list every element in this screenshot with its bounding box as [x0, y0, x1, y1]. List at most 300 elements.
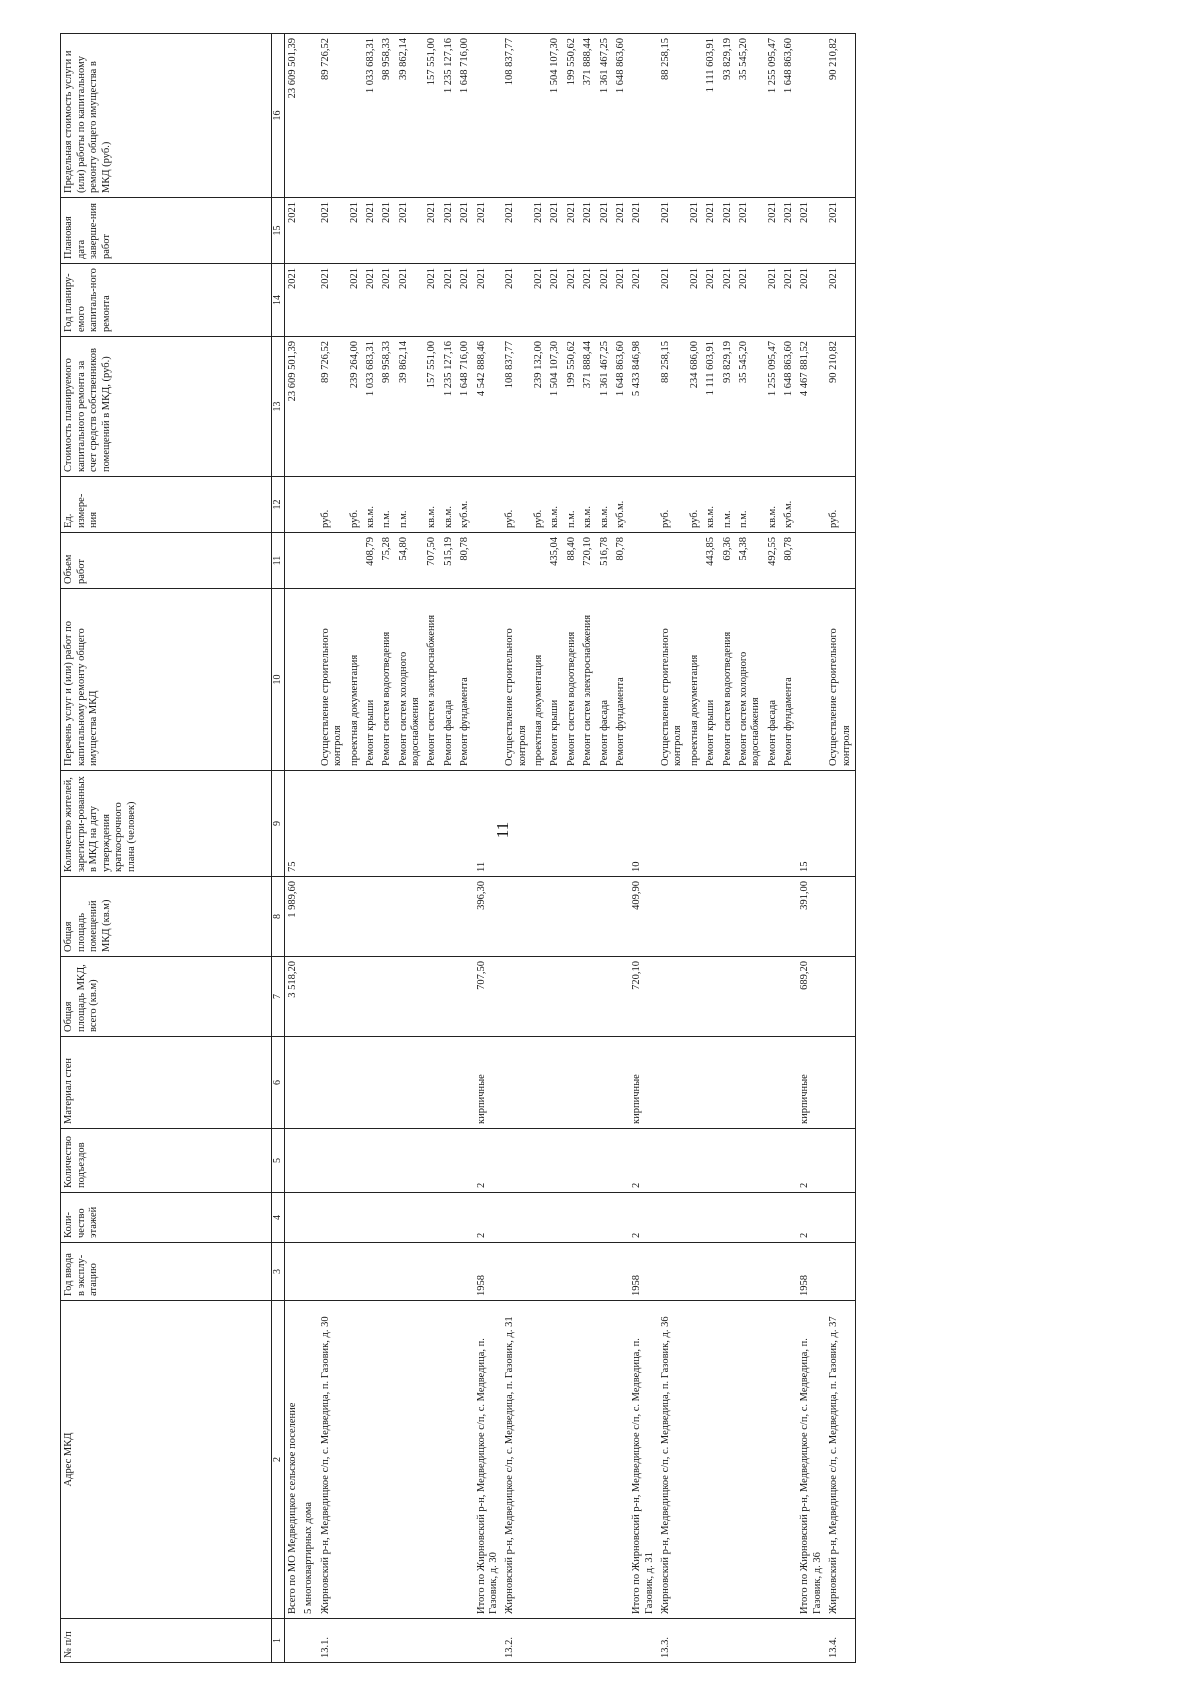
table-cell: [826, 1037, 855, 1129]
table-cell: 1 648 863,60: [613, 337, 629, 477]
table-cell: 199 550,62: [564, 34, 580, 198]
table-cell: [687, 877, 703, 957]
header-c10: Перечень услуг и (или) работ по капитальному ремонту общего имущества МКД: [61, 589, 272, 771]
table-cell: [457, 957, 473, 1037]
table-row: [613, 34, 629, 1663]
table-cell: [781, 1193, 797, 1243]
table-cell: [597, 1619, 613, 1663]
table-cell: [564, 1301, 580, 1619]
table-cell: [658, 957, 687, 1037]
table-row: [424, 34, 440, 1663]
table-cell: 98 958,33: [379, 34, 395, 198]
table-cell: [703, 771, 719, 877]
table-cell: руб.: [347, 477, 363, 533]
table-cell: [564, 771, 580, 877]
table-cell: [363, 1619, 379, 1663]
header-c6: Материал стен: [61, 1037, 272, 1129]
table-cell: [363, 1193, 379, 1243]
table-cell: [301, 337, 317, 477]
table-cell: [597, 957, 613, 1037]
table-cell: Ремонт систем электроснабжения: [580, 589, 596, 771]
table-cell: [826, 1193, 855, 1243]
table-cell: [720, 877, 736, 957]
table-cell: [363, 1301, 379, 1619]
table-cell: [318, 1037, 347, 1129]
table-cell: [658, 771, 687, 877]
column-number: 13: [272, 337, 285, 477]
table-cell: [285, 533, 302, 589]
table-cell: [301, 264, 317, 337]
table-cell: [720, 1037, 736, 1129]
table-cell: [318, 1243, 347, 1301]
header-c8: Общая площадь помещений МКД (кв.м): [61, 877, 272, 957]
table-cell: [441, 771, 457, 877]
table-cell: [379, 877, 395, 957]
table-cell: куб.м.: [781, 477, 797, 533]
table-cell: 2021: [797, 198, 826, 264]
table-cell: [441, 877, 457, 957]
table-cell: Ремонт крыши: [547, 589, 563, 771]
table-cell: кв.м.: [424, 477, 440, 533]
table-cell: [531, 1037, 547, 1129]
table-cell: 2021: [285, 198, 302, 264]
table-cell: [502, 1037, 531, 1129]
table-cell: [597, 1129, 613, 1193]
header-c2: Адрес МКД: [61, 1301, 272, 1619]
table-cell: [396, 957, 425, 1037]
table-cell: [502, 1129, 531, 1193]
table-cell: 2021: [597, 264, 613, 337]
table-cell: 80,78: [781, 533, 797, 589]
table-cell: 408,79: [363, 533, 379, 589]
table-row: [720, 34, 736, 1663]
table-cell: 2021: [687, 198, 703, 264]
table-cell: 2021: [347, 264, 363, 337]
table-cell: [441, 1301, 457, 1619]
table-cell: [826, 771, 855, 877]
table-cell: [613, 877, 629, 957]
table-cell: 2021: [547, 198, 563, 264]
table-cell: [474, 589, 503, 771]
table-cell: 2021: [658, 198, 687, 264]
table-cell: [502, 771, 531, 877]
table-cell: 2: [797, 1193, 826, 1243]
table-cell: Ремонт крыши: [703, 589, 719, 771]
table-cell: 2021: [531, 198, 547, 264]
table-cell: 13.3.: [658, 1619, 687, 1663]
table-cell: Ремонт систем водоотведения: [720, 589, 736, 771]
table-cell: [285, 1193, 302, 1243]
table-cell: [580, 1129, 596, 1193]
table-cell: 35 545,20: [736, 337, 765, 477]
table-cell: [687, 957, 703, 1037]
table-cell: [580, 1619, 596, 1663]
table-cell: [613, 1129, 629, 1193]
table-cell: 1958: [474, 1243, 503, 1301]
table-cell: 39 862,14: [396, 34, 425, 198]
table-cell: [474, 34, 503, 198]
table-cell: 2021: [318, 198, 347, 264]
table-cell: [347, 1243, 363, 1301]
table-cell: 707,50: [474, 957, 503, 1037]
table-cell: кв.м.: [363, 477, 379, 533]
table-cell: [318, 533, 347, 589]
table-cell: Жирновский р-н, Медведицкое с/п, с. Медведица, п. Газовик, д. 37: [826, 1301, 855, 1619]
table-cell: [301, 589, 317, 771]
table-cell: 1 648 863,60: [781, 34, 797, 198]
table-cell: [379, 1193, 395, 1243]
table-cell: [441, 1037, 457, 1129]
table-cell: [301, 771, 317, 877]
table-cell: Ремонт фасада: [597, 589, 613, 771]
column-number-row: [272, 34, 285, 1663]
table-cell: Ремонт систем водоотведения: [379, 589, 395, 771]
table-row: [781, 34, 797, 1663]
table-cell: 371 888,44: [580, 34, 596, 198]
table-cell: [765, 771, 781, 877]
table-cell: Ремонт систем холодного водоснабжения: [396, 589, 425, 771]
table-cell: 13.4.: [826, 1619, 855, 1663]
header-c1: № п/п: [61, 1619, 272, 1663]
table-cell: [396, 1129, 425, 1193]
table-cell: 2021: [441, 264, 457, 337]
table-row: [457, 34, 473, 1663]
table-cell: [703, 957, 719, 1037]
header-c12: Ед. измере-ния: [61, 477, 272, 533]
table-body: [285, 34, 856, 1663]
table-cell: 2021: [629, 264, 658, 337]
table-cell: 1 361 467,25: [597, 337, 613, 477]
table-cell: 2021: [797, 264, 826, 337]
table-cell: [797, 589, 826, 771]
table-cell: [580, 1193, 596, 1243]
table-cell: 89 726,52: [318, 337, 347, 477]
header-c11: Объем работ: [61, 533, 272, 589]
table-row: [474, 34, 503, 1663]
table-cell: п.м.: [379, 477, 395, 533]
table-cell: п.м.: [736, 477, 765, 533]
table-cell: 2021: [580, 198, 596, 264]
table-cell: [531, 957, 547, 1037]
table-cell: Ремонт систем электроснабжения: [424, 589, 440, 771]
table-cell: [703, 1037, 719, 1129]
table-row: [687, 34, 703, 1663]
table-cell: [687, 34, 703, 198]
table-cell: [347, 771, 363, 877]
table-row: [629, 34, 658, 1663]
table-cell: 2021: [613, 264, 629, 337]
table-cell: 234 686,00: [687, 337, 703, 477]
table-cell: [564, 1193, 580, 1243]
column-number: 14: [272, 264, 285, 337]
table-cell: [703, 1129, 719, 1193]
table-cell: 93 829,19: [720, 337, 736, 477]
header-c7: Общая площадь МКД, всего (кв.м): [61, 957, 272, 1037]
table-cell: 435,04: [547, 533, 563, 589]
table-cell: [363, 877, 379, 957]
table-cell: [457, 1193, 473, 1243]
table-cell: п.м.: [720, 477, 736, 533]
table-cell: [826, 957, 855, 1037]
table-cell: [285, 477, 302, 533]
table-cell: руб.: [502, 477, 531, 533]
table-cell: 2021: [736, 264, 765, 337]
table-cell: [629, 34, 658, 198]
table-cell: [301, 1037, 317, 1129]
header-c3: Год ввода в эксплу-атацию: [61, 1243, 272, 1301]
table-cell: [379, 1243, 395, 1301]
table-cell: [687, 1243, 703, 1301]
table-cell: 2021: [580, 264, 596, 337]
table-cell: кв.м.: [597, 477, 613, 533]
table-cell: 396,30: [474, 877, 503, 957]
table-cell: Осуществление строительного контроля: [318, 589, 347, 771]
column-number: 6: [272, 1037, 285, 1129]
header-c15: Плановая дата заверше-ния работ: [61, 198, 272, 264]
table-cell: [363, 957, 379, 1037]
table-cell: [580, 1037, 596, 1129]
table-cell: [765, 1193, 781, 1243]
table-cell: [424, 1129, 440, 1193]
table-cell: кв.м.: [441, 477, 457, 533]
table-cell: [547, 877, 563, 957]
table-cell: [597, 771, 613, 877]
table-cell: [547, 1301, 563, 1619]
table-cell: руб.: [687, 477, 703, 533]
column-number: 2: [272, 1301, 285, 1619]
table-cell: 239 132,00: [531, 337, 547, 477]
table-cell: [347, 533, 363, 589]
table-cell: [658, 1193, 687, 1243]
table-cell: [781, 1037, 797, 1129]
table-cell: 2: [629, 1193, 658, 1243]
table-cell: 515,19: [441, 533, 457, 589]
table-cell: 2021: [703, 198, 719, 264]
table-cell: [736, 1193, 765, 1243]
table-cell: [547, 1129, 563, 1193]
column-number: 3: [272, 1243, 285, 1301]
table-cell: [396, 1193, 425, 1243]
table-cell: 2021: [379, 264, 395, 337]
table-cell: [301, 477, 317, 533]
table-cell: [474, 533, 503, 589]
table-cell: 2021: [765, 198, 781, 264]
table-cell: [736, 957, 765, 1037]
table-cell: 1 648 863,60: [613, 34, 629, 198]
table-cell: [424, 1619, 440, 1663]
table-cell: [301, 1243, 317, 1301]
table-cell: Ремонт крыши: [363, 589, 379, 771]
table-cell: 75,28: [379, 533, 395, 589]
table-cell: [301, 877, 317, 957]
table-cell: проектная документация: [687, 589, 703, 771]
column-number: 11: [272, 533, 285, 589]
table-cell: 5 433 846,98: [629, 337, 658, 477]
table-cell: [765, 1037, 781, 1129]
table-cell: [613, 771, 629, 877]
table-cell: 80,78: [457, 533, 473, 589]
table-cell: 1 989,60: [285, 877, 302, 957]
table-cell: 1 648 716,00: [457, 34, 473, 198]
table-cell: [781, 957, 797, 1037]
table-cell: [658, 877, 687, 957]
table-cell: [580, 771, 596, 877]
table-cell: [781, 1129, 797, 1193]
table-cell: кирпичные: [474, 1037, 503, 1129]
table-cell: [629, 477, 658, 533]
table-cell: 2021: [318, 264, 347, 337]
column-number: 12: [272, 477, 285, 533]
table-cell: кирпичные: [629, 1037, 658, 1129]
table-cell: 2021: [765, 264, 781, 337]
table-cell: [474, 1619, 503, 1663]
table-cell: [564, 1037, 580, 1129]
table-cell: 707,50: [424, 533, 440, 589]
table-cell: [547, 1193, 563, 1243]
table-cell: [363, 1037, 379, 1129]
table-row: [285, 34, 302, 1663]
table-cell: проектная документация: [531, 589, 547, 771]
table-cell: 2021: [781, 264, 797, 337]
table-cell: 1 648 716,00: [457, 337, 473, 477]
table-cell: [347, 34, 363, 198]
table-cell: [597, 877, 613, 957]
table-cell: 4 542 888,46: [474, 337, 503, 477]
table-cell: [424, 1243, 440, 1301]
table-cell: [363, 771, 379, 877]
table-cell: [347, 1619, 363, 1663]
table-cell: [347, 957, 363, 1037]
table-cell: [285, 589, 302, 771]
table-cell: 108 837,77: [502, 337, 531, 477]
table-cell: 39 862,14: [396, 337, 425, 477]
table-cell: [781, 771, 797, 877]
column-number: 10: [272, 589, 285, 771]
table-cell: 11: [474, 771, 503, 877]
table-cell: [301, 34, 317, 198]
table-cell: [301, 198, 317, 264]
table-cell: 2021: [547, 264, 563, 337]
table-cell: 2021: [441, 198, 457, 264]
table-row: [318, 34, 347, 1663]
table-row: [363, 34, 379, 1663]
table-cell: 2021: [658, 264, 687, 337]
table-cell: 1 235 127,16: [441, 34, 457, 198]
table-cell: Ремонт фундамента: [781, 589, 797, 771]
page-number: 11: [493, 821, 513, 839]
table-cell: 2021: [457, 198, 473, 264]
capital-repair-table: [60, 33, 856, 1663]
table-cell: кв.м.: [765, 477, 781, 533]
table-cell: 2021: [474, 264, 503, 337]
table-cell: [363, 1129, 379, 1193]
table-cell: 1 111 603,91: [703, 337, 719, 477]
table-cell: кв.м.: [580, 477, 596, 533]
table-cell: [703, 877, 719, 957]
table-cell: [687, 1301, 703, 1619]
table-cell: [613, 1619, 629, 1663]
table-cell: 2021: [781, 198, 797, 264]
table-cell: 1 255 095,47: [765, 34, 781, 198]
table-cell: [580, 1301, 596, 1619]
table-row: [597, 34, 613, 1663]
table-cell: 371 888,44: [580, 337, 596, 477]
table-cell: Ремонт систем холодного водоснабжения: [736, 589, 765, 771]
table-cell: руб.: [318, 477, 347, 533]
table-cell: 88 258,15: [658, 34, 687, 198]
table-cell: 157 551,00: [424, 34, 440, 198]
table-cell: Осуществление строительного контроля: [826, 589, 855, 771]
table-cell: кирпичные: [797, 1037, 826, 1129]
table-cell: [720, 1193, 736, 1243]
table-cell: 1 111 603,91: [703, 34, 719, 198]
table-cell: 69,36: [720, 533, 736, 589]
table-cell: 199 550,62: [564, 337, 580, 477]
table-cell: [736, 877, 765, 957]
column-number: 9: [272, 771, 285, 877]
table-cell: 10: [629, 771, 658, 877]
table-cell: [797, 34, 826, 198]
table-cell: 2021: [531, 264, 547, 337]
table-cell: 443,85: [703, 533, 719, 589]
table-cell: 720,10: [629, 957, 658, 1037]
table-cell: [301, 1129, 317, 1193]
table-cell: 2021: [396, 264, 425, 337]
table-cell: Жирновский р-н, Медведицкое с/п, с. Медведица, п. Газовик, д. 36: [658, 1301, 687, 1619]
table-cell: [720, 1301, 736, 1619]
table-cell: руб.: [658, 477, 687, 533]
table-cell: [318, 957, 347, 1037]
table-cell: [531, 1243, 547, 1301]
table-cell: [613, 1193, 629, 1243]
table-cell: Ремонт фасада: [441, 589, 457, 771]
table-cell: 2: [474, 1129, 503, 1193]
table-cell: [765, 1243, 781, 1301]
table-row: [441, 34, 457, 1663]
table-cell: [564, 1243, 580, 1301]
table-cell: 1958: [797, 1243, 826, 1301]
header-c14: Год планиру-емого капиталь-ного ремонта: [61, 264, 272, 337]
table-cell: [347, 1193, 363, 1243]
table-cell: 1 648 863,60: [781, 337, 797, 477]
column-number: 7: [272, 957, 285, 1037]
table-cell: [613, 1037, 629, 1129]
table-cell: [687, 771, 703, 877]
table-cell: 1 361 467,25: [597, 34, 613, 198]
table-cell: [285, 1619, 302, 1663]
table-cell: [457, 1037, 473, 1129]
table-cell: п.м.: [564, 477, 580, 533]
table-cell: [658, 533, 687, 589]
table-cell: Жирновский р-н, Медведицкое с/п, с. Медведица, п. Газовик, д. 30: [318, 1301, 347, 1619]
table-cell: [826, 1243, 855, 1301]
table-cell: 1 504 107,30: [547, 34, 563, 198]
table-cell: [736, 1129, 765, 1193]
table-cell: [720, 1129, 736, 1193]
table-cell: [781, 1243, 797, 1301]
header-c5: Количество подъездов: [61, 1129, 272, 1193]
table-cell: 2021: [285, 264, 302, 337]
table-cell: 98 958,33: [379, 337, 395, 477]
table-cell: [580, 877, 596, 957]
table-cell: [457, 1301, 473, 1619]
table-cell: [301, 1619, 317, 1663]
table-cell: 1 504 107,30: [547, 337, 563, 477]
table-row: [580, 34, 596, 1663]
table-cell: Ремонт систем водоотведения: [564, 589, 580, 771]
table-cell: Жирновский р-н, Медведицкое с/п, с. Медведица, п. Газовик, д. 31: [502, 1301, 531, 1619]
table-cell: 2021: [396, 198, 425, 264]
